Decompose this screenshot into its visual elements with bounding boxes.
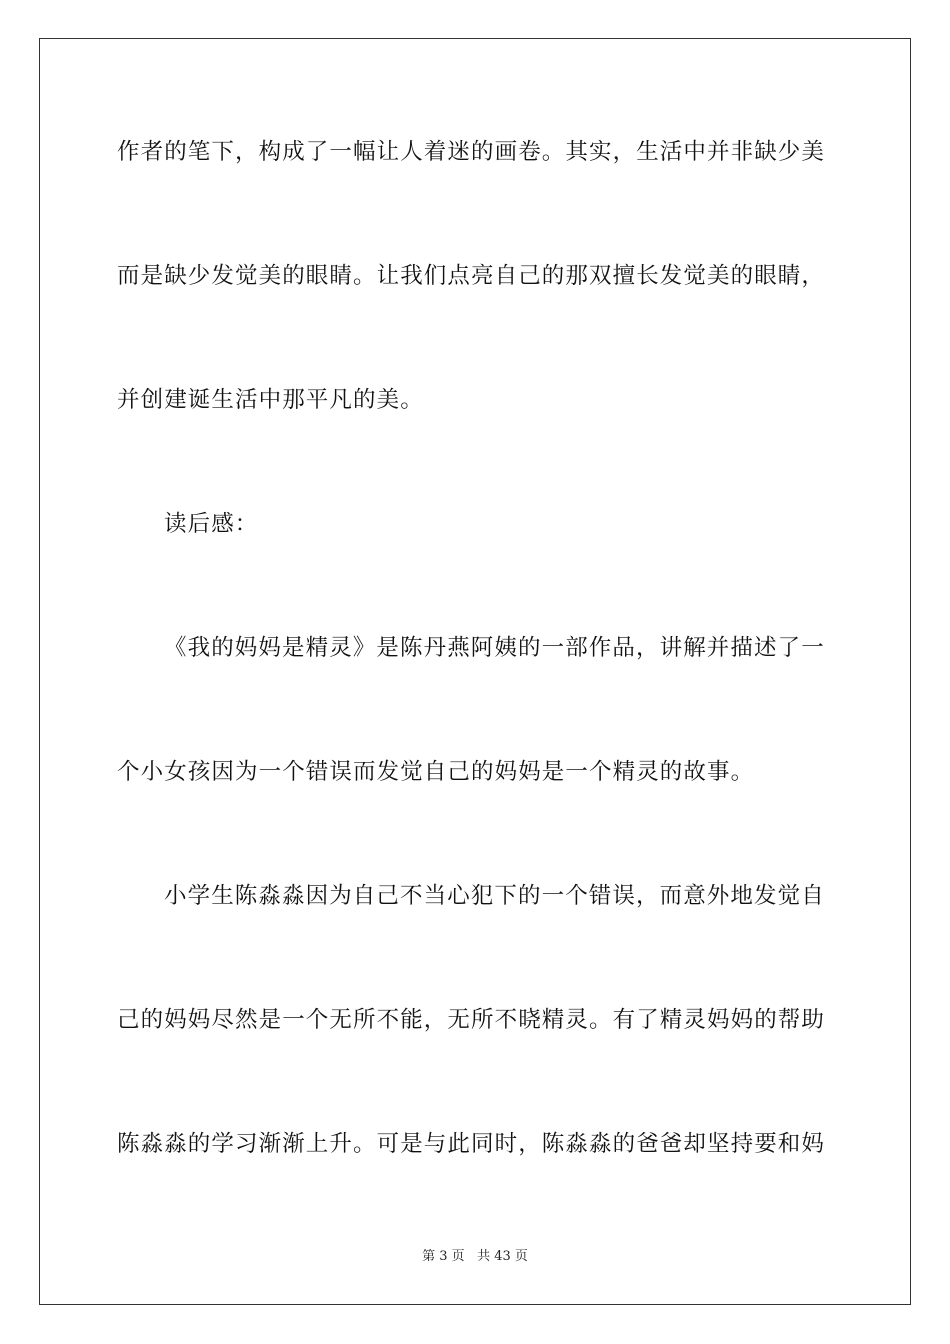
body-text-line: 小学生陈淼淼因为自己不当心犯下的一个错误，而意外地发觉自: [164, 883, 825, 909]
body-text-line: 《我的妈妈是精灵》是陈丹燕阿姨的一部作品，讲解并描述了一: [164, 635, 825, 661]
body-text-line: 陈淼淼的学习渐渐上升。可是与此同时，陈淼淼的爸爸却坚持要和妈: [117, 1131, 826, 1157]
body-text-line: 己的妈妈尽然是一个无所不能，无所不晓精灵。有了精灵妈妈的帮助: [117, 1007, 826, 1033]
total-pages: 共 43 页: [477, 1249, 528, 1264]
page-number: 第 3 页: [422, 1249, 465, 1264]
body-text-line: 并创建诞生活中那平凡的美。: [117, 387, 424, 413]
body-text-line: 个小女孩因为一个错误而发觉自己的妈妈是一个精灵的故事。: [117, 759, 755, 785]
page-footer: [0, 1248, 950, 1266]
body-text-line: 而是缺少发觉美的眼睛。让我们点亮自己的那双擅长发觉美的眼睛，: [117, 263, 826, 289]
body-text-line: 作者的笔下，构成了一幅让人着迷的画卷。其实，生活中并非缺少美: [117, 139, 826, 165]
section-heading: 读后感：: [164, 511, 259, 537]
page-border: [39, 38, 911, 1305]
